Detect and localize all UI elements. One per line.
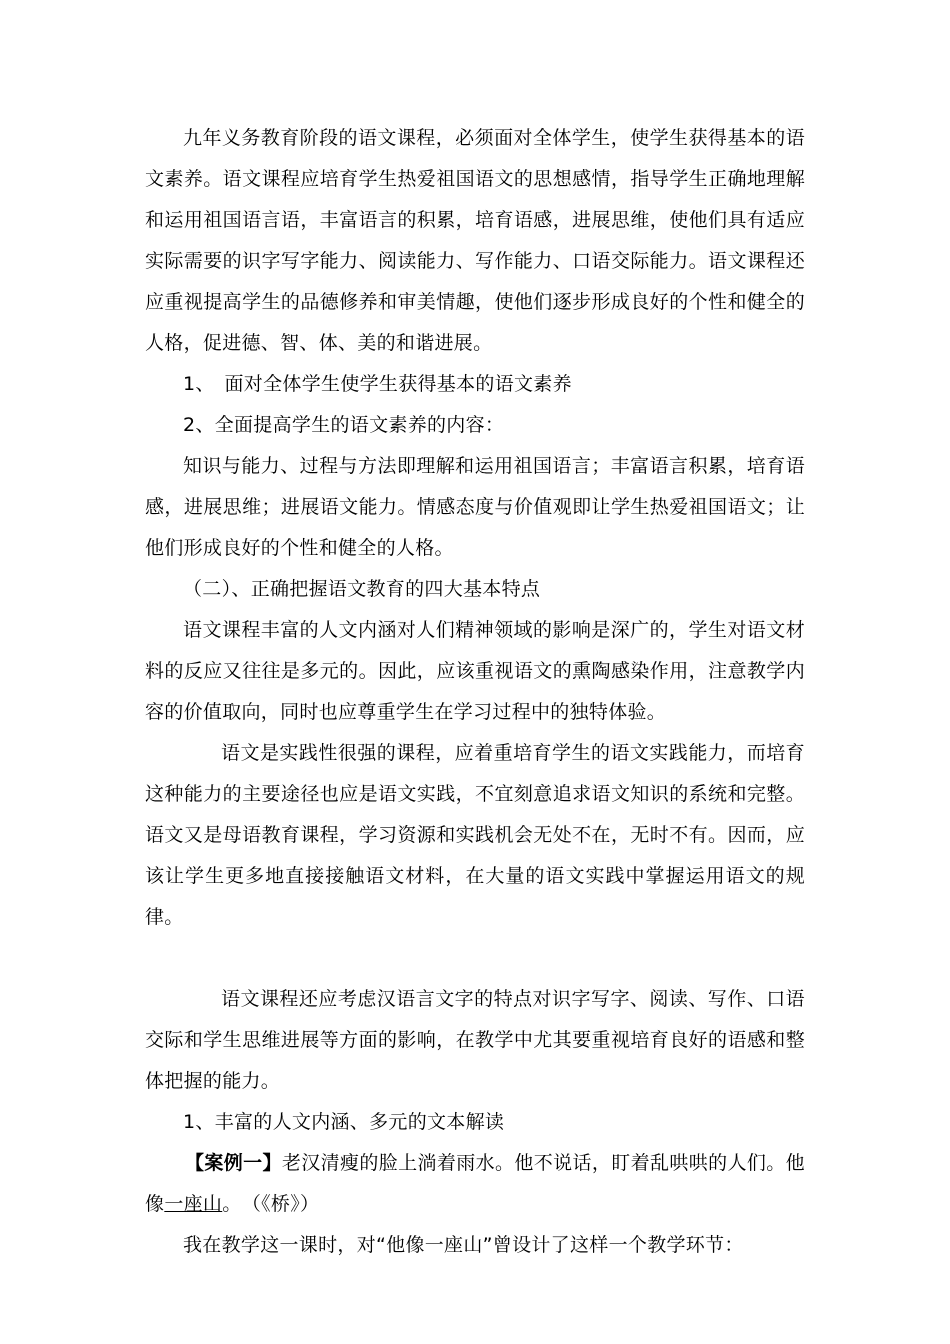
list-item-2: 2、全面提高学生的语文素养的内容： — [183, 414, 505, 436]
paragraph-humanistic: 语文课程丰富的人文内涵对人们精神领域的影响是深广的，学生对语文材料的反应又往往是多元的。因此，应该重视语文的熏陶感染作用，注意教学内容的价值取向，同时也应尊重学生在学习过程中的独特体验。 — [145, 619, 805, 723]
blank-line — [145, 938, 805, 979]
list-item-1: 1、 面对全体学生使学生获得基本的语文素养 — [183, 373, 572, 395]
case-underlined-text: 一座山 — [164, 1193, 223, 1215]
case-paragraph — [145, 1143, 805, 1225]
case-label: 【案例一】 — [185, 1152, 282, 1174]
document-body — [145, 118, 805, 1266]
case-source: 。 （《桥》） — [222, 1193, 320, 1215]
section-heading: （二）、正确把握语文教育的四大基本特点 — [183, 578, 541, 600]
list-item-3: 1、丰富的人文内涵、多元的文本解读 — [183, 1111, 505, 1133]
case-text: 老汉清瘦的脸上淌着雨水。他不说话，盯着乱哄哄的人们。他像 — [145, 1152, 805, 1215]
paragraph-teaching: 我在教学这一课时，对“他像一座山”曾设计了这样一个教学环节： — [183, 1234, 744, 1256]
paragraph-language-features: 语文课程还应考虑汉语言文字的特点对识字写字、阅读、写作、口语交际和学生思维进展等方面的影响，在教学中尤其要重视培育良好的语感和整体把握的能力。 — [145, 988, 805, 1092]
paragraph-practice: 语文是实践性很强的课程，应着重培育学生的语文实践能力，而培育这种能力的主要途径也应是语文实践，不宜刻意追求语文知识的系统和完整。语文又是母语教育课程，学习资源和实践机会无处不在，无时不有。因而，应该让学生更多地直接接触语文材料，在大量的语文实践中掌握运用语文的规律。 — [145, 742, 805, 928]
paragraph-intro: 九年义务教育阶段的语文课程，必须面对全体学生，使学生获得基本的语文素养。语文课程应培育学生热爱祖国语文的思想感情，指导学生正确地理解和运用祖国语言语，丰富语言的积累，培育语感，进展思维，使他们具有适应实际需要的识字写字能力、阅读能力、写作能力、口语交际能力。语文课程还应重视提高学生的品德修养和审美情趣，使他们逐步形成良好的个性和健全的人格，促进德、智、体、美的和谐进展。 — [145, 127, 805, 354]
paragraph-content: 知识与能力、过程与方法即理解和运用祖国语言；丰富语言积累，培育语感，进展思维；进展语文能力。情感态度与价值观即让学生热爱祖国语文；让他们形成良好的个性和健全的人格。 — [145, 455, 805, 559]
